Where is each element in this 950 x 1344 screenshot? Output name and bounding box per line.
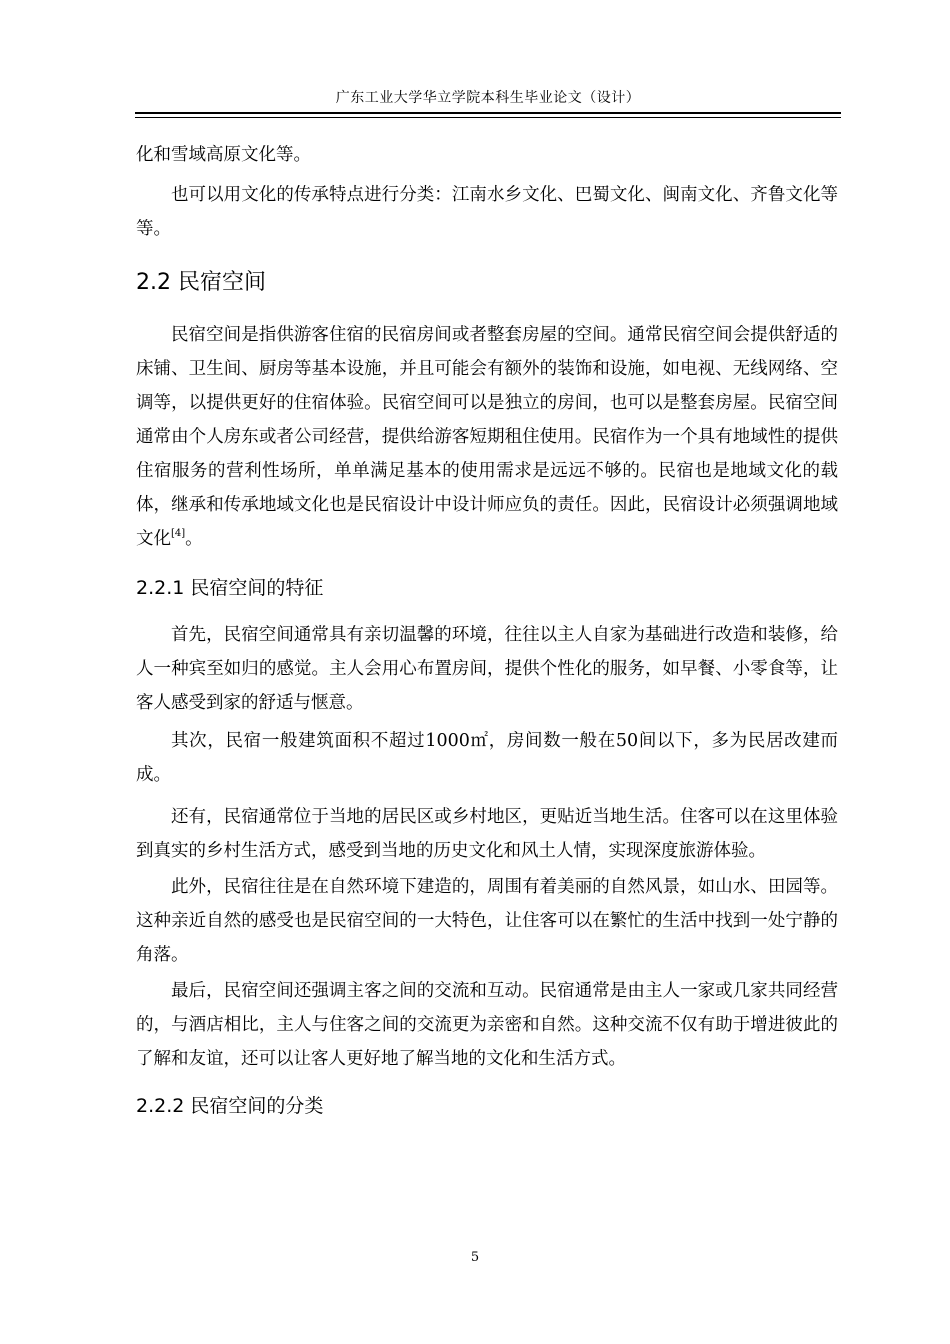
page-header: 广东工业大学华立学院本科生毕业论文（设计） — [335, 90, 641, 106]
paragraph-culture-classification: 也可以用文化的传承特点进行分类：江南水乡文化、巴蜀文化、闽南文化、齐鲁文化等等。 — [136, 185, 838, 239]
paragraph-feature-interaction: 最后，民宿空间还强调主客之间的交流和互动。民宿通常是由主人一家或几家共同经营的，与酒店相比，主人与住客之间的交流更为亲密和自然。这种交流不仅有助于增进彼此的了解和友谊，还可以让客人更好地了解当地的文化和生活方式。 — [136, 981, 838, 1069]
header-rule-thick — [135, 112, 841, 114]
paragraph-feature-warm-environment: 首先，民宿空间通常具有亲切温馨的环境，往往以主人自家为基础进行改造和装修，给人一种宾至如归的感觉。主人会用心布置房间，提供个性化的服务，如早餐、小零食等，让客人感受到家的舒适与惬意。 — [136, 625, 838, 713]
section-heading-2-2: 2.2 民宿空间 — [136, 270, 266, 295]
section-heading-2-2-1: 2.2.1 民宿空间的特征 — [136, 577, 324, 599]
citation-reference: [4] — [171, 528, 186, 539]
header-rule-thin — [135, 117, 841, 118]
section-heading-2-2-2: 2.2.2 民宿空间的分类 — [136, 1095, 324, 1117]
paragraph-feature-building-size: 其次，民宿一般建筑面积不超过1000㎡，房间数一般在50间以下，多为民居改建而成。 — [136, 731, 838, 785]
paragraph-feature-local-life: 还有，民宿通常位于当地的居民区或乡村地区，更贴近当地生活。住客可以在这里体验到真实的乡村生活方式，感受到当地的历史文化和风土人情，实现深度旅游体验。 — [136, 807, 838, 861]
paragraph-feature-nature: 此外，民宿往往是在自然环境下建造的，周围有着美丽的自然风景，如山水、田园等。这种亲近自然的感受也是民宿空间的一大特色，让住客可以在繁忙的生活中找到一处宁静的角落。 — [136, 877, 838, 965]
paragraph-continuation: 化和雪域高原文化等。 — [136, 145, 311, 165]
paragraph-end: 。 — [185, 529, 203, 549]
paragraph-homestay-space-definition — [136, 318, 838, 556]
paragraph-text: 民宿空间是指供游客住宿的民宿房间或者整套房屋的空间。通常民宿空间会提供舒适的床铺、卫生间、厨房等基本设施，并且可能会有额外的装饰和设施，如电视、无线网络、空调等，以提供更好的住宿体验。民宿空间可以是独立的房间，也可以是整套房屋。民宿空间通常由个人房东或者公司经营，提供给游客短期租住使用。民宿作为一个具有地域性的提供住宿服务的营利性场所，单单满足基本的使用需求是远远不够的。民宿也是地域文化的载体，继承和传承地域文化也是民宿设计中设计师应负的责任。因此，民宿设计必须强调地域文化 — [136, 325, 838, 549]
page-body — [136, 138, 838, 1120]
page-number: 5 — [470, 1250, 480, 1265]
